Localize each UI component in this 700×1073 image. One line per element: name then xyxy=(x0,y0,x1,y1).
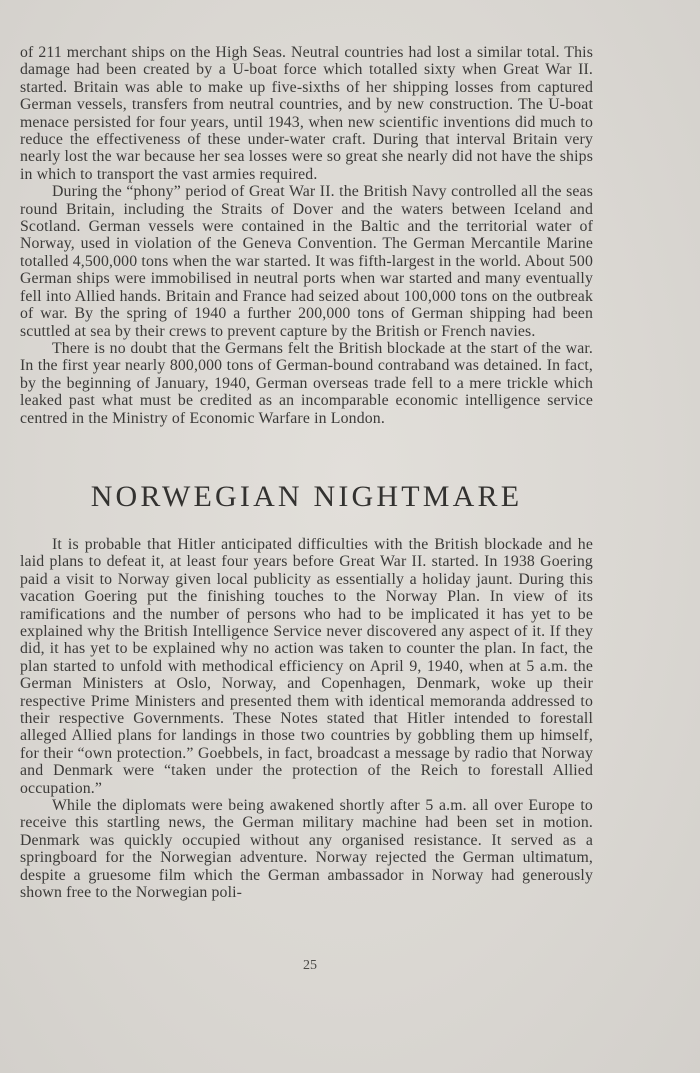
paragraph-norway-plan: It is probable that Hitler anticipated difficulties with the British blockade and he laid plans to defeat it, at least four years before Great War II. started. In 1938 Goering paid a visit to Norway given local publicity as essentially a holiday jaunt. During this vacation Goering put the finishing touches to the Norway Plan. In view of its ramifications and the number of persons who had to be implicated it has yet to be explained why the British Intelligence Service never discovered any aspect of it. If they did, it has yet to be explained why no action was taken to counter the plan. In fact, the plan started to unfold with methodical efficiency on April 9, 1940, when at 5 a.m. the German Ministers at Oslo, Norway, and Copenhagen, Denmark, woke up their respective Prime Ministers and presented them with identical memoranda addressed to their respective Governments. These Notes stated that Hitler intended to forestall alleged Allied plans for landings in those two countries by gobbling them up himself, for their “own protection.” Goebbels, in fact, broadcast a message by radio that Norway and Denmark were “taken under the protection of the Reich to forestall Allied occupation.” xyxy=(20,535,593,797)
paragraph-phony-war: During the “phony” period of Great War II. the British Navy controlled all the seas round Britain, including the Straits of Dover and the waters between Iceland and Scotland. German vessels were contained in the Baltic and the territorial water of Norway, used in violation of the Geneva Convention. The German Mercantile Marine totalled 4,500,000 tons when the war started. It was fifth-largest in the world. About 500 German ships were immobilised in neutral ports when war started and many eventually fell into Allied hands. Britain and France had seized about 100,000 tons on the outbreak of war. By the spring of 1940 a further 200,000 tons of German shipping had been scuttled at sea by their crews to prevent capture by the British or French navies. xyxy=(20,183,593,340)
paragraph-contraband: There is no doubt that the Germans felt the British blockade at the start of the war. In the first year nearly 800,000 tons of German-bound contraband was detained. In fact, by the beginning of January, 1940, German overseas trade fell to a mere trickle which leaked past what must be credited as an incomparable economic intelligence service centred in the Ministry of Economic Warfare in London. xyxy=(20,339,593,427)
page-number: 25 xyxy=(303,958,317,973)
section-heading: NORWEGIAN NIGHTMARE xyxy=(90,479,523,513)
paragraph-blockade-losses: of 211 merchant ships on the High Seas. Neutral countries had lost a similar total. This damage had been created by a U-boat force which totalled sixty when Great War II. started. Britain was able to make up five-sixths of her shipping losses from captured German vessels, transfers from neutral countries, and by new construction. The U-boat menace persisted for four years, until 1943, when new scientific inventions did much to reduce the effectiveness of these under-water craft. During that interval Britain very nearly lost the war because her sea losses were so great she nearly did not have the ships in which to transport the vast armies required. xyxy=(20,44,593,183)
paragraph-diplomats: While the diplomats were being awakened shortly after 5 a.m. all over Europe to receive this startling news, the German military machine had been set in motion. Denmark was quickly occupied without any organised resistance. It served as a springboard for the Norwegian adventure. Norway rejected the German ultimatum, despite a gruesome film which the German ambassador in Norway had generously shown free to the Norwegian poli- xyxy=(20,797,593,902)
